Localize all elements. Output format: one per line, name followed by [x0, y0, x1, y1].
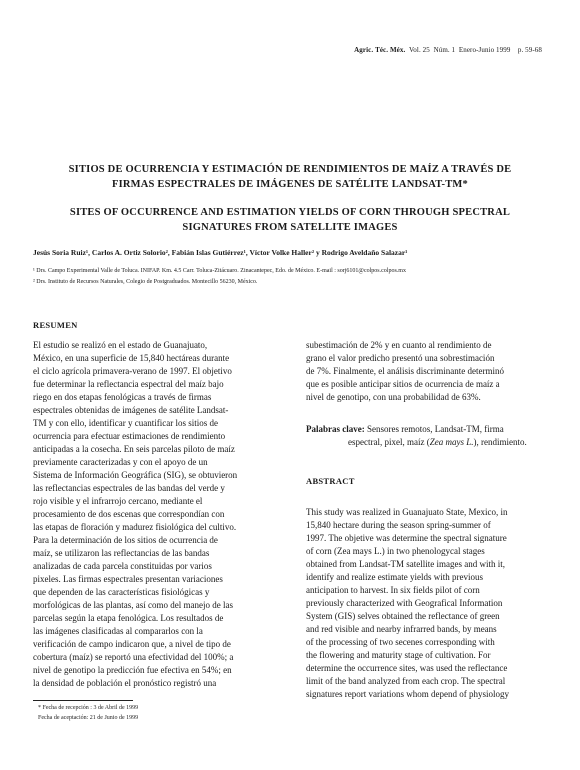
journal-volume: Vol. 25 [409, 46, 430, 54]
resumen-line: que dependen de las características fisiológicas y [33, 587, 210, 597]
resumen-line: que es posible anticipar sitios de ocurrencia de maíz a [306, 379, 500, 389]
abstract-line: limit of the band analyzed from each crop. The spectral [306, 676, 506, 686]
author-list: Jesús Soria Ruiz¹, Carlos A. Ortiz Solorio², Fabián Islas Gutiérrez¹, Víctor Volke Haller² y Rodrigo Aveldaño Salazar¹ [33, 248, 408, 257]
title-es-line: SITIOS DE OCURRENCIA Y ESTIMACIÓN DE RENDIMIENTOS DE MAÍZ A TRAVÉS DE [68, 164, 512, 175]
affiliation: ² Drs. Instituto de Recursos Naturales, Colegio de Postgraduados. Montecillo 56230, México. [33, 279, 258, 285]
abstract-line: 1997. The objetive was determine the spectral signature [306, 533, 507, 543]
abstract-line: of the processing of two secenes corresponding with [306, 637, 495, 647]
resumen-line: las reflectancias espectrales de las bandas del verde y [33, 483, 225, 493]
resumen-line: analizadas de cada parcela constituidas por varios [33, 561, 212, 571]
abstract-line: determine the occurrence sites, was used the reflectance [306, 663, 508, 673]
resumen-line: fue determinar la reflectancia espectral del maíz bajo [33, 379, 224, 389]
keywords-text: Sensores remotos, Landsat-TM, firma [367, 424, 504, 434]
footnote-received: * Fecha de recepción : 3 de Abril de 1999 [38, 705, 139, 711]
keywords-species: Zea mays L. [429, 437, 474, 447]
resumen-line: maíz, se utilizaron las reflectancias de las bandas [33, 548, 210, 558]
abstract-line: anticipation to harvest. In six fields pilot of corn [306, 585, 480, 595]
resumen-line: pixeles. Las firmas espectrales presentan variaciones [33, 574, 223, 584]
abstract-line: the flowering and maturity stage of cultivation. For [306, 650, 491, 660]
abstract-line: identify and realize estimate yields with previous [306, 572, 483, 582]
resumen-line: cobertura (maíz) se reportó una efectividad del 100%; a [33, 652, 234, 662]
resumen-line: verificación de campo indicaron que, a nivel de tipo de [33, 639, 231, 649]
resumen-line: nivel de genotipo, con una probabilidad de 63%. [306, 392, 481, 402]
journal-pages: p. 59-68 [517, 46, 542, 54]
journal-header [354, 46, 542, 54]
abstract-body [306, 506, 546, 701]
journal-abbrev-1: Agric. [354, 46, 374, 54]
resumen-line: TM y con ello, identificar y cuantificar los sitios de [33, 418, 218, 428]
resumen-line: la densidad de población el pronóstico registró una [33, 678, 217, 688]
keywords-text: ), rendimiento. [473, 437, 527, 447]
resumen-line: procesamiento de dos escenas que correspondían con [33, 509, 225, 519]
resumen-line: El estudio se realizó en el estado de Guanajuato, [33, 340, 208, 350]
journal-number: Núm. 1 [433, 46, 456, 54]
title-en-line: SIGNATURES FROM SATELLITE IMAGES [182, 222, 398, 233]
resumen-line: subestimación de 2% y en cuanto al rendimiento de [306, 340, 492, 350]
title-es-line: FIRMAS ESPECTRALES DE IMÁGENES DE SATÉLITE LANDSAT-TM* [111, 179, 468, 190]
title-en-line: SITES OF OCCURRENCE AND ESTIMATION YIELDS OF CORN THROUGH SPECTRAL [69, 207, 511, 218]
resumen-line: Para la determinación de los sitios de ocurrencia de [33, 535, 218, 545]
resumen-line: morfológicas de las plantas, así como del manejo de las [33, 600, 233, 610]
abstract-line: signatures report variations whom depend of physiology [306, 689, 509, 699]
resumen-line: anticipadas a la cosecha. En seis parcelas piloto de maíz [33, 444, 235, 454]
resumen-line: las imágenes clasificadas al compararlos con la [33, 626, 203, 636]
affiliation: ¹ Drs. Campo Experimental Valle de Toluca. INIFAP. Km. 4.5 Carr. Toluca-Zitácuaro. Zinacantepec, Edo. de México. E-mail : sorj6101@colpos.colpos.mx [33, 268, 406, 274]
resumen-body [33, 339, 276, 690]
resumen-line: grano el valor predicho presentó una sobrestimación [306, 353, 495, 363]
keywords-text: espectral, pixel, maíz ( [348, 437, 430, 447]
resumen-continuation [306, 339, 546, 404]
title-spanish [20, 162, 560, 192]
resumen-line: espectrales obtenidas de imágenes de satélite Landsat- [33, 405, 229, 415]
abstract-line: previously characterized with Geografical Information [306, 598, 503, 608]
keywords-label: Palabras clave: [306, 424, 365, 434]
journal-abbrev-3: Méx. [389, 46, 406, 54]
footnote-accepted: Fecha de aceptación: 21 de Junio de 1999 [38, 715, 139, 721]
resumen-line: ocurrencia para efectuar estimaciones de rendimiento [33, 431, 226, 441]
resumen-heading: RESUMEN [33, 320, 78, 330]
resumen-line: parcelas según la etapa fenológica. Los resultados de [33, 613, 224, 623]
journal-period: Enero-Junio 1999 [458, 46, 511, 54]
resumen-line: previamente caracterizadas y con el apoyo de un [33, 457, 208, 467]
abstract-line: obtained from Landsat-TM satellite images and with it, [306, 559, 505, 569]
title-english [20, 205, 560, 235]
journal-abbrev-2: Téc. [375, 46, 389, 54]
abstract-line: and red visible and nearby infrarred bands, by means [306, 624, 497, 634]
abstract-line: 15,840 hectare during the season spring-summer of [306, 520, 491, 530]
resumen-line: las etapas de floración y madurez fisiológica del cultivo. [33, 522, 237, 532]
resumen-line: rojo visible y el infrarrojo cercano, mediante el [33, 496, 203, 506]
resumen-line: México, en una superficie de 15,840 hectáreas durante [33, 353, 230, 363]
abstract-line: System (GIS) selves obtained the reflectance of green [306, 611, 500, 621]
footnote-divider [33, 700, 133, 701]
abstract-line: of corn (Zea mays L.) in two phenologycal stages [306, 546, 485, 556]
resumen-line: Sistema de Información Geográfica (SIG), se obtuvieron [33, 470, 238, 480]
abstract-heading: ABSTRACT [306, 476, 355, 486]
resumen-line: riego en dos etapas fenológicas a través de firmas [33, 392, 212, 402]
resumen-line: el ciclo agrícola primavera-verano de 1997. El objetivo [33, 366, 232, 376]
abstract-line: This study was realized in Guanajuato State, Mexico, in [306, 507, 508, 517]
resumen-line: de 7%. Finalmente, el análisis discriminante determinó [306, 366, 504, 376]
keywords [306, 423, 546, 449]
resumen-line: nivel de genotipo la predicción fue efectiva en 54%; en [33, 665, 232, 675]
